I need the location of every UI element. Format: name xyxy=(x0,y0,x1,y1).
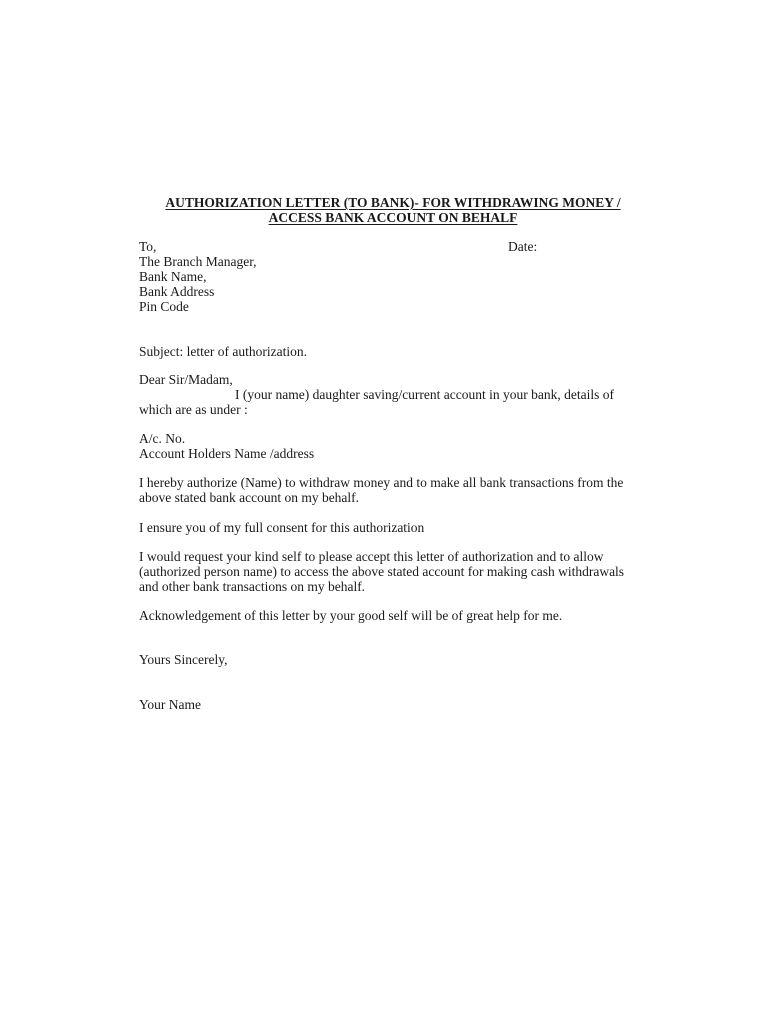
subject-line: Subject: letter of authorization. xyxy=(139,344,307,359)
recipient-bank-address: Bank Address xyxy=(139,284,215,299)
acknowledgement-line: Acknowledgement of this letter by your good self will be of great help for me. xyxy=(139,608,563,623)
letter-title-line-2: ACCESS BANK ACCOUNT ON BEHALF xyxy=(268,210,518,225)
request-line-2: (authorized person name) to access the above stated account for making cash withdrawals xyxy=(139,564,625,579)
request-line-1: I would request your kind self to please accept this letter of authorization and to allow xyxy=(139,549,604,564)
closing: Yours Sincerely, xyxy=(139,652,228,667)
recipient-to: To, xyxy=(139,239,157,254)
authorize-line-1: I hereby authorize (Name) to withdraw money and to make all bank transactions from the xyxy=(139,475,624,490)
signature-name: Your Name xyxy=(139,697,202,712)
account-holder-label: Account Holders Name /address xyxy=(139,446,315,461)
recipient-pin-code: Pin Code xyxy=(139,299,189,314)
letter-title-line-1: AUTHORIZATION LETTER (TO BANK)- FOR WITHDRAWING MONEY / xyxy=(165,195,621,210)
account-number-label: A/c. No. xyxy=(139,431,186,446)
date-label: Date: xyxy=(508,239,538,254)
request-line-3: and other bank transactions on my behalf. xyxy=(139,579,366,594)
salutation: Dear Sir/Madam, xyxy=(139,372,233,387)
recipient-manager: The Branch Manager, xyxy=(139,254,257,269)
consent-line: I ensure you of my full consent for this authorization xyxy=(139,520,425,535)
authorize-line-2: above stated bank account on my behalf. xyxy=(139,490,360,505)
intro-line-2: which are as under : xyxy=(139,402,248,417)
recipient-bank-name: Bank Name, xyxy=(139,269,207,284)
intro-line-1: I (your name) daughter saving/current account in your bank, details of xyxy=(235,387,614,402)
